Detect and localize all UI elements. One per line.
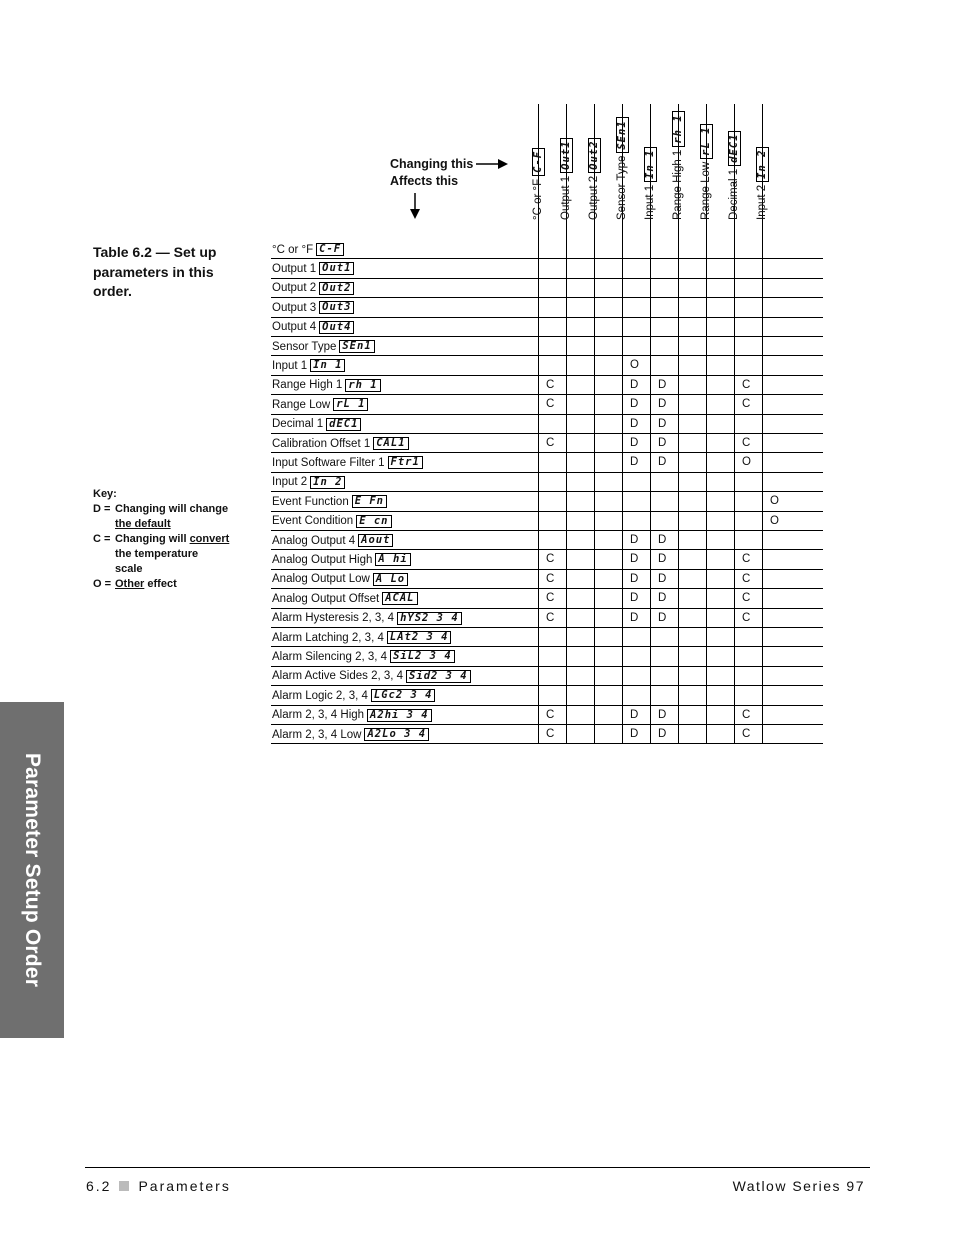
key-text: effect bbox=[147, 578, 177, 590]
row-display-code: rh 1 bbox=[345, 379, 380, 392]
table-cell: C bbox=[742, 728, 751, 740]
row-label-text: Analog Output Low bbox=[272, 573, 370, 586]
table-row-label bbox=[272, 395, 368, 414]
key-letter: D = bbox=[93, 503, 111, 515]
row-label-text: Alarm 2, 3, 4 Low bbox=[272, 728, 362, 741]
footer-title: Parameters bbox=[138, 1178, 231, 1194]
column-header-label bbox=[726, 131, 742, 220]
row-display-code: SEn1 bbox=[339, 340, 374, 353]
table-cell: C bbox=[742, 572, 751, 585]
row-label-text: Output 3 bbox=[272, 301, 317, 314]
row-label-text: Decimal 1 bbox=[272, 418, 324, 431]
table-cell: D bbox=[630, 592, 639, 605]
footer-product: Watlow Series 97 bbox=[732, 1178, 865, 1194]
key-legend bbox=[93, 487, 229, 592]
table-row-label bbox=[272, 318, 354, 337]
table-row-label bbox=[272, 550, 411, 569]
row-label-text: Alarm Active Sides 2, 3, 4 bbox=[272, 670, 404, 683]
column-display-code: dEC1 bbox=[728, 131, 741, 166]
table-cell: O bbox=[770, 514, 779, 527]
table-cell: D bbox=[658, 592, 667, 605]
table-cell: D bbox=[630, 728, 639, 740]
row-label-text: Analog Output 4 bbox=[272, 534, 356, 547]
column-label: Sensor Type bbox=[616, 155, 628, 220]
column-label: Range High 1 bbox=[672, 149, 684, 220]
row-label-text: Output 2 bbox=[272, 282, 317, 295]
table-cell: D bbox=[630, 611, 639, 624]
key-title: Key: bbox=[93, 488, 117, 500]
row-display-code: In 2 bbox=[310, 476, 345, 489]
table-row-label bbox=[272, 298, 354, 317]
row-display-code: E Fn bbox=[352, 495, 387, 508]
table-row-label bbox=[272, 570, 408, 589]
row-label-text: Event Function bbox=[272, 495, 349, 508]
table-row-label bbox=[272, 356, 345, 375]
key-underlined: Other bbox=[115, 578, 145, 590]
table-cell: C bbox=[546, 728, 555, 740]
row-label-text: Alarm Hysteresis 2, 3, 4 bbox=[272, 612, 395, 625]
table-cell: D bbox=[658, 398, 667, 411]
row-label-text: Sensor Type bbox=[272, 340, 337, 353]
column-label: Output 1 bbox=[560, 175, 572, 220]
table-cell: C bbox=[742, 437, 751, 449]
row-label-text: °C or °F bbox=[272, 243, 314, 256]
column-header-label bbox=[642, 147, 658, 220]
row-display-code: CAL1 bbox=[373, 437, 408, 450]
row-display-code: C-F bbox=[316, 243, 344, 256]
row-display-code: Out1 bbox=[319, 262, 354, 275]
table-cell: C bbox=[546, 592, 555, 605]
column-label: °C or °F bbox=[532, 178, 544, 220]
table-cell: C bbox=[742, 592, 751, 605]
key-text: Changing will change bbox=[115, 503, 229, 515]
column-header-label bbox=[558, 138, 574, 220]
table-cell: C bbox=[546, 437, 555, 449]
column-display-code: rL 1 bbox=[700, 124, 713, 159]
table-row-label bbox=[272, 453, 423, 472]
table-caption: Table 6.2 — Set up parameters in this order. bbox=[93, 244, 217, 299]
row-display-code: A2hi 3 4 bbox=[367, 709, 432, 722]
key-item-o bbox=[93, 577, 229, 592]
table-row-label bbox=[272, 686, 435, 705]
row-label-text: Output 1 bbox=[272, 262, 317, 275]
row-display-code: ACAL bbox=[382, 592, 417, 605]
table-row-label bbox=[272, 647, 455, 666]
key-text: Changing will bbox=[115, 533, 187, 545]
key-letter: C = bbox=[93, 533, 111, 545]
table-cell: D bbox=[630, 534, 639, 546]
column-header-label bbox=[586, 138, 602, 220]
key-letter: O = bbox=[93, 578, 112, 590]
row-label-text: Event Condition bbox=[272, 515, 354, 528]
note-line-2: Affects this bbox=[390, 173, 459, 188]
square-bullet-icon bbox=[119, 1181, 129, 1191]
key-text: the temperature scale bbox=[115, 548, 199, 575]
row-label-text: Alarm Silencing 2, 3, 4 bbox=[272, 650, 388, 663]
table-cell: D bbox=[658, 611, 667, 624]
row-display-code: Out3 bbox=[319, 301, 354, 314]
row-label-text: Analog Output High bbox=[272, 553, 373, 566]
row-label-text: Alarm 2, 3, 4 High bbox=[272, 709, 365, 722]
table-row-label bbox=[272, 531, 393, 550]
key-underlined: convert bbox=[189, 533, 230, 545]
column-label: Range Low bbox=[700, 161, 712, 220]
table-cell: D bbox=[630, 708, 639, 721]
row-display-code: Sid2 3 4 bbox=[406, 670, 471, 683]
row-display-code: Out4 bbox=[319, 321, 354, 334]
column-header bbox=[755, 0, 790, 220]
column-display-code: In 1 bbox=[644, 147, 657, 182]
row-label-text: Range High 1 bbox=[272, 379, 343, 392]
table-cell: D bbox=[630, 456, 639, 469]
table-cell: D bbox=[630, 378, 639, 391]
table-cell: O bbox=[742, 456, 751, 469]
table-cell: O bbox=[630, 359, 639, 372]
row-label-text: Input 2 bbox=[272, 476, 308, 489]
table-cell: D bbox=[658, 708, 667, 721]
column-label: Output 2 bbox=[588, 175, 600, 220]
table-cell: D bbox=[630, 437, 639, 449]
side-tab-label: Parameter Setup Order bbox=[21, 752, 44, 988]
footer-left bbox=[86, 1178, 231, 1194]
table-cell: C bbox=[742, 378, 751, 391]
footer-section: 6.2 bbox=[86, 1178, 112, 1194]
row-label-text: Range Low bbox=[272, 398, 331, 411]
table-row-label bbox=[272, 725, 429, 744]
table-cell: C bbox=[742, 553, 751, 566]
row-display-code: hYS2 3 4 bbox=[397, 612, 462, 625]
row-display-code: E cn bbox=[356, 515, 391, 528]
column-display-code: In 2 bbox=[756, 147, 769, 182]
column-label: Input 1 bbox=[644, 184, 656, 220]
column-header-label bbox=[670, 111, 686, 220]
column-display-code: Out2 bbox=[588, 138, 601, 173]
table-cell: C bbox=[546, 378, 555, 391]
table-row-label bbox=[272, 706, 432, 725]
table-row-label bbox=[272, 628, 451, 647]
column-label: Input 2 bbox=[756, 184, 768, 220]
column-display-code: rh 1 bbox=[672, 111, 685, 146]
key-underlined: the default bbox=[115, 518, 171, 530]
row-display-code: SiL2 3 4 bbox=[390, 650, 455, 663]
table-cell: D bbox=[658, 572, 667, 585]
table-row-label bbox=[272, 609, 462, 628]
row-label-text: Calibration Offset 1 bbox=[272, 437, 371, 450]
row-display-code: dEC1 bbox=[326, 418, 361, 431]
table-cell: D bbox=[630, 398, 639, 411]
table-row-label bbox=[272, 376, 381, 395]
row-display-code: LAt2 3 4 bbox=[387, 631, 452, 644]
row-label-text: Alarm Logic 2, 3, 4 bbox=[272, 689, 368, 702]
column-header-label bbox=[698, 124, 714, 220]
table-row-label bbox=[272, 492, 387, 511]
table-cell: D bbox=[630, 572, 639, 585]
table-cell: C bbox=[742, 611, 751, 624]
table-cell: D bbox=[630, 417, 639, 430]
table-row-label bbox=[272, 667, 471, 686]
row-display-code: A hi bbox=[375, 553, 410, 566]
table-cell: C bbox=[546, 708, 555, 721]
table-row-label bbox=[272, 473, 345, 492]
table-cell: D bbox=[658, 437, 667, 449]
table-cell: D bbox=[658, 456, 667, 469]
table-row-label bbox=[272, 415, 361, 434]
row-display-code: rL 1 bbox=[333, 398, 368, 411]
table-cell: D bbox=[658, 534, 667, 546]
table-cell: D bbox=[658, 553, 667, 566]
row-display-code: A2Lo 3 4 bbox=[364, 728, 429, 741]
key-item-c bbox=[93, 532, 229, 577]
table-row-label bbox=[272, 337, 375, 356]
row-display-code: Ftr1 bbox=[388, 456, 423, 469]
row-display-code: Aout bbox=[358, 534, 393, 547]
row-label-text: Input Software Filter 1 bbox=[272, 456, 385, 469]
table-row-label bbox=[272, 589, 418, 608]
column-header-label bbox=[614, 117, 630, 220]
row-display-code: In 1 bbox=[310, 359, 345, 372]
table-cell: D bbox=[658, 417, 667, 430]
table-cell: O bbox=[770, 495, 779, 508]
row-label-text: Input 1 bbox=[272, 359, 308, 372]
table-row-label bbox=[272, 512, 392, 531]
table-row-label bbox=[272, 259, 354, 278]
row-display-code: Out2 bbox=[319, 282, 354, 295]
column-header-label bbox=[754, 147, 770, 220]
table-cell: C bbox=[546, 572, 555, 585]
note-line-1: Changing this bbox=[390, 157, 474, 171]
table-cell: D bbox=[630, 553, 639, 566]
row-label-text: Output 4 bbox=[272, 321, 317, 334]
column-display-code: SEn1 bbox=[616, 117, 629, 152]
table-row-label bbox=[272, 434, 409, 453]
footer-rule bbox=[85, 1167, 870, 1168]
table-cell: C bbox=[742, 708, 751, 721]
column-header-label bbox=[530, 148, 546, 220]
parameter-table bbox=[271, 0, 823, 760]
table-cell: C bbox=[546, 553, 555, 566]
row-label-text: Analog Output Offset bbox=[272, 592, 380, 605]
table-cell: C bbox=[546, 611, 555, 624]
column-label: Decimal 1 bbox=[728, 168, 740, 220]
table-cell: D bbox=[658, 378, 667, 391]
column-display-code: Out1 bbox=[560, 138, 573, 173]
table-cell: C bbox=[742, 398, 751, 411]
table-cell: C bbox=[546, 398, 555, 411]
table-cell: D bbox=[658, 728, 667, 740]
table-row-label bbox=[272, 279, 354, 298]
row-display-code: A Lo bbox=[373, 573, 408, 586]
column-display-code: C-F bbox=[532, 148, 545, 176]
table-row-label bbox=[272, 240, 344, 259]
key-item-d bbox=[93, 502, 229, 532]
row-display-code: LGc2 3 4 bbox=[371, 689, 436, 702]
row-label-text: Alarm Latching 2, 3, 4 bbox=[272, 631, 384, 644]
